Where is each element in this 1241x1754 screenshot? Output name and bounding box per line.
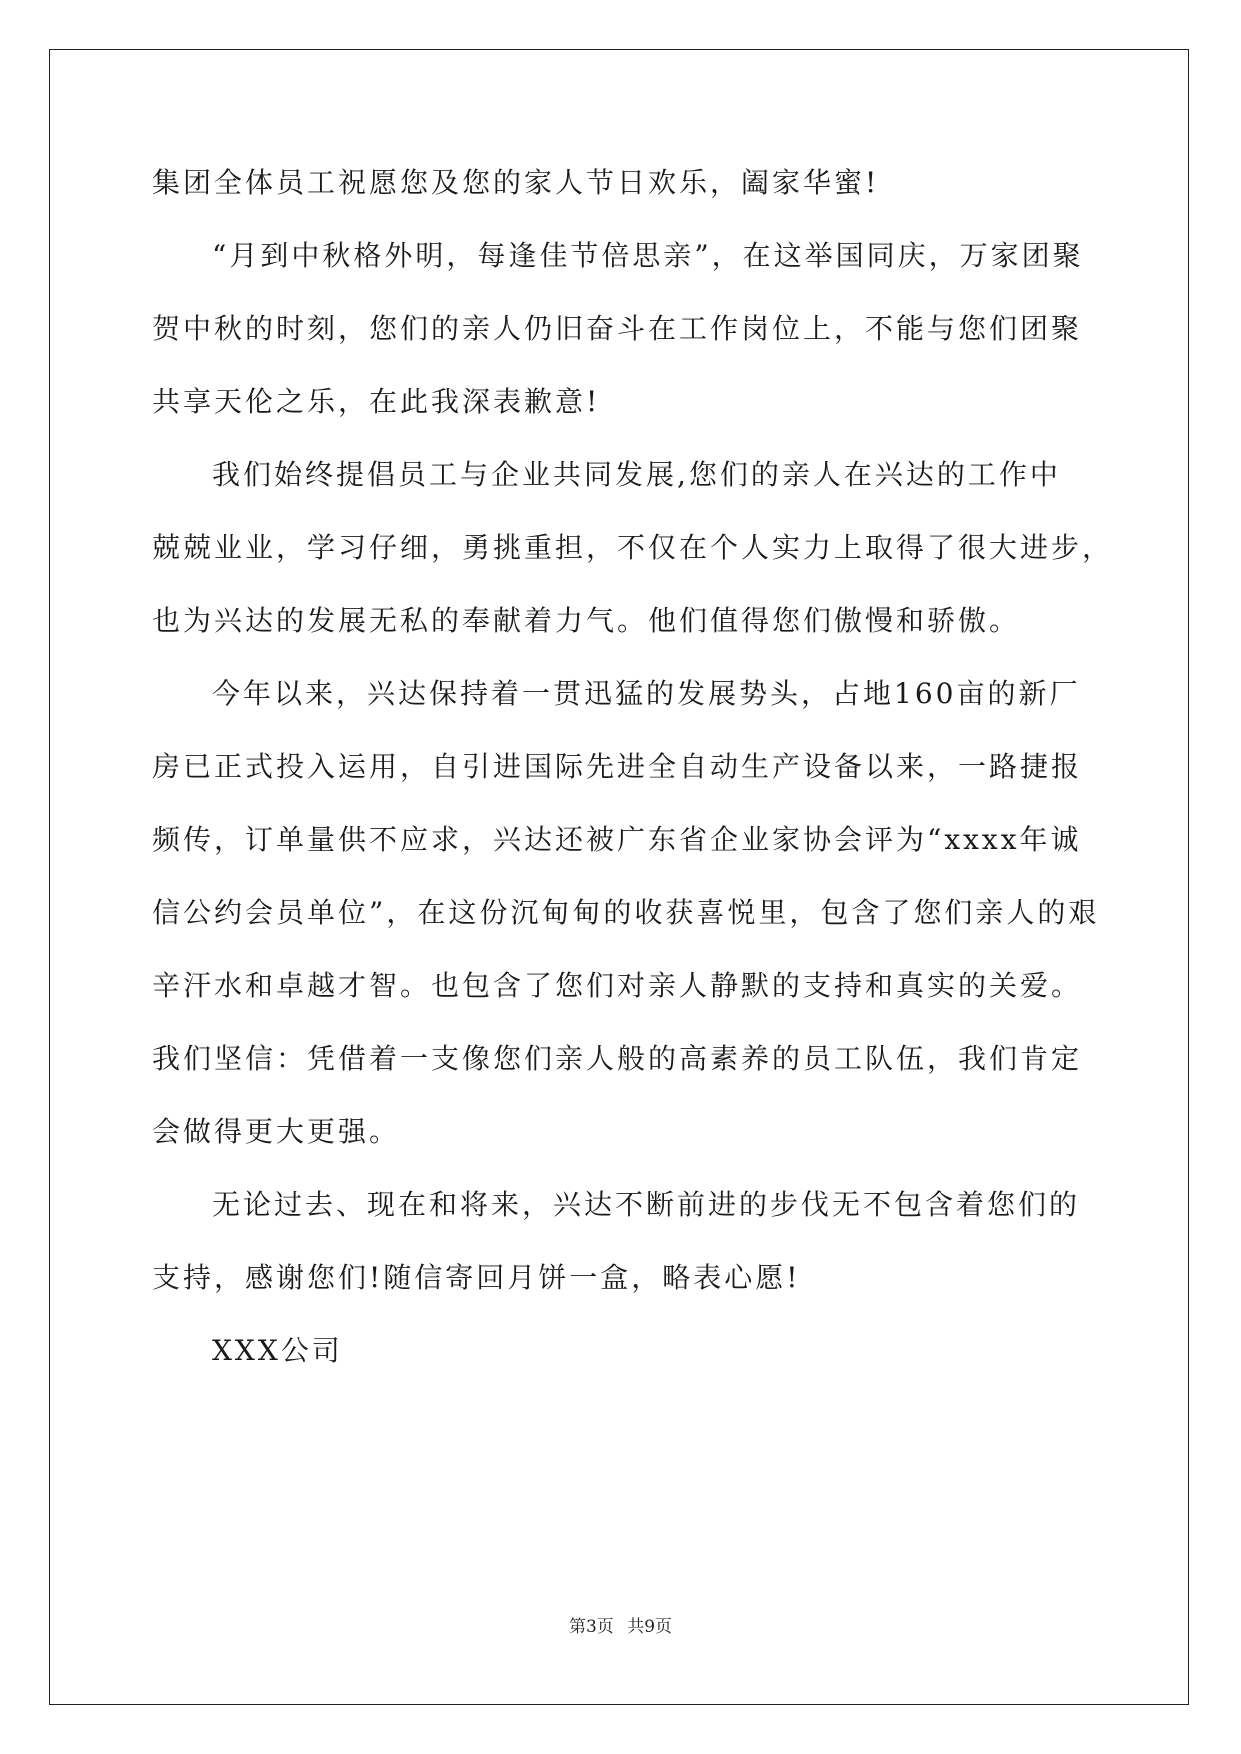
- page-number: 第3页: [568, 1617, 614, 1637]
- text-line: 我们坚信：凭借着一支像您们亲人般的高素养的员工队伍，我们肯定: [152, 1042, 1083, 1075]
- text-line: 共享天伦之乐，在此我深表歉意!: [152, 385, 601, 418]
- text-line: 房已正式投入运用，自引进国际先进全自动生产设备以来，一路捷报: [152, 750, 1083, 783]
- text-line: 信公约会员单位”，在这份沉甸甸的收获喜悦里，包含了您们亲人的艰: [152, 896, 1100, 929]
- text-line: 会做得更大更强。: [152, 1115, 401, 1148]
- text-line: 支持，感谢您们!随信寄回月饼一盒，略表心愿!: [152, 1261, 801, 1294]
- text-line: 频传，订单量供不应求，兴达还被广东省企业家协会评为“xxxx年诚: [152, 823, 1082, 856]
- text-line: “月到中秋格外明，每逢佳节倍思亲”，在这举国同庆，万家团聚: [212, 239, 1084, 272]
- text-line: 集团全体员工祝愿您及您的家人节日欢乐，阖家华蜜!: [152, 166, 880, 199]
- text-line: 也为兴达的发展无私的奉献着力气。他们值得您们傲慢和骄傲。: [152, 604, 1021, 637]
- text-line: 贺中秋的时刻，您们的亲人仍旧奋斗在工作岗位上，不能与您们团聚: [152, 312, 1083, 345]
- text-line: 今年以来，兴达保持着一贯迅猛的发展势头，占地160亩的新厂: [212, 677, 1081, 710]
- letter-body: [152, 160, 1114, 1401]
- page-total: 共9页: [627, 1617, 673, 1637]
- page-footer: [0, 1612, 1241, 1637]
- signature-line: XXX公司: [212, 1334, 343, 1367]
- text-line: 兢兢业业，学习仔细，勇挑重担，不仅在个人实力上取得了很大进步，: [152, 531, 1114, 564]
- text-line: 辛汗水和卓越才智。也包含了您们对亲人静默的支持和真实的关爱。: [152, 969, 1083, 1002]
- text-line: 无论过去、现在和将来，兴达不断前进的步伐无不包含着您们的: [212, 1188, 1081, 1221]
- text-line: 我们始终提倡员工与企业共同发展,您们的亲人在兴达的工作中: [212, 458, 1061, 491]
